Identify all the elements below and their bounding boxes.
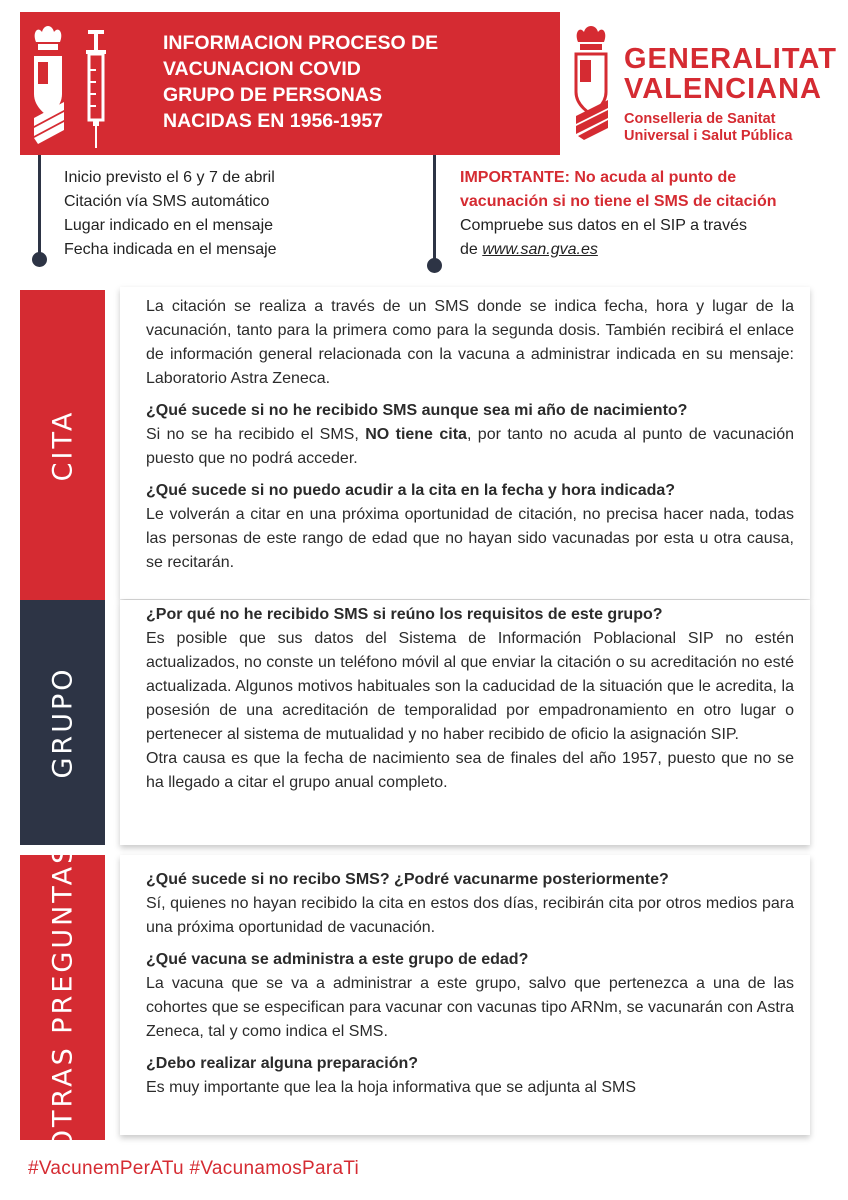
cita-band (20, 290, 105, 600)
info-line: Fecha indicada en el mensaje (64, 241, 277, 258)
otras-question-3: ¿Debo realizar alguna preparación? (146, 1055, 419, 1072)
notice-line: Compruebe sus datos en el SIP a través (460, 217, 747, 234)
hashtags: #VacunemPerATu #VacunamosParaTi (28, 1158, 360, 1179)
syringe-icon (84, 30, 108, 148)
gv-emblem-icon (570, 22, 612, 142)
important-line: IMPORTANTE: No acuda al punto de (460, 169, 737, 186)
important-line: vacunación si no tiene el SMS de citación (460, 193, 777, 210)
sip-link[interactable]: www.san.gva.es (482, 241, 598, 258)
cita-answer-1 (146, 423, 794, 471)
answer-text: , por tanto no acuda al punto de vacunación puesto que no podrá acceder. (146, 426, 795, 467)
cita-label: CITA (47, 409, 78, 481)
dept-line: Universal i Salut Pública (624, 128, 793, 144)
title-line: GRUPO DE PERSONAS (163, 84, 382, 106)
cita-question-2: ¿Qué sucede si no puedo acudir a la cita en la fecha y hora indicada? (146, 482, 676, 499)
info-line: Inicio previsto el 6 y 7 de abril (64, 169, 275, 186)
info-line: Citación vía SMS automático (64, 193, 270, 210)
notice-prefix: de (460, 241, 483, 258)
cita-intro: La citación se realiza a través de un SMS donde se indica fecha, hora y lugar de la vacunación, tanto para la primera como para la segunda dosis. También recibirá el enlace de información general relacionada con la vacuna a administrar indicada en su mensaje: Laboratorio Astra Zeneca. (146, 298, 794, 387)
timeline-line-right (433, 155, 436, 261)
department-name (624, 111, 792, 145)
grupo-answer-1: Es posible que sus datos del Sistema de Información Poblacional SIP no estén actualizados, no conste un teléfono móvil al que enviar la citación o su acreditación no esté actualizada. Algunos motivos habituales son la caducidad de la situación que le acredita, la posesión de una acreditación de temporalidad por empadronamiento en otro lugar o pertenecer al sistema de mutualidad y no haber recibido de oficio la asignación SIP. (146, 630, 794, 743)
page-title (163, 30, 543, 134)
cita-question-1: ¿Qué sucede si no he recibido SMS aunque sea mi año de nacimiento? (146, 402, 688, 419)
answer-text: Si no se ha recibido el SMS, (146, 426, 366, 443)
grupo-label: GRUPO (47, 666, 79, 779)
info-summary (64, 166, 277, 262)
title-line: NACIDAS EN 1956-1957 (163, 110, 384, 132)
brand-name (624, 44, 837, 104)
otras-question-1: ¿Qué sucede si no recibo SMS? ¿Podré vacunarme posteriormente? (146, 871, 669, 888)
otras-label: OTRAS PREGUNTAS (47, 843, 78, 1152)
grupo-question-1: ¿Por qué no he recibido SMS si reúno los requisitos de este grupo? (146, 606, 663, 623)
brand-line: GENERALITAT (624, 43, 837, 75)
timeline-dot-left (32, 252, 47, 267)
otras-question-2: ¿Qué vacuna se administra a este grupo de edad? (146, 951, 529, 968)
answer-bold: NO tiene cita (365, 426, 467, 443)
grupo-content (146, 603, 794, 795)
notice-line (460, 238, 820, 262)
info-line: Lugar indicado en el mensaje (64, 217, 274, 234)
timeline-line-left (38, 155, 41, 255)
generalitat-emblem-icon (28, 22, 68, 147)
timeline-dot-right (427, 258, 442, 273)
brand-line: VALENCIANA (624, 73, 822, 105)
important-notice (460, 166, 820, 262)
otras-answer-3: Es muy importante que lea la hoja informativa que se adjunta al SMS (146, 1079, 637, 1096)
grupo-band (20, 600, 105, 845)
otras-answer-2: La vacuna que se va a administrar a este grupo, salvo que pertenezca a una de las cohortes que se especifican para vacunar con vacunas tipo ARNm, se vacunarán con Astra Zeneca, tal y como indica el SMS. (146, 975, 794, 1040)
title-line: INFORMACION PROCESO DE (163, 32, 439, 54)
dept-line: Conselleria de Sanitat (624, 111, 776, 127)
cita-answer-2: Le volverán a citar en una próxima oportunidad de citación, no precisa hacer nada, todas las personas de este rango de edad que no hayan sido vacunadas por esta u otra causa, se recitarán. (146, 506, 794, 571)
otras-band (20, 843, 105, 1152)
title-line: VACUNACION COVID (163, 58, 361, 80)
otras-answer-1: Sí, quienes no hayan recibido la cita en estos dos días, recibirán cita por otros medios para una próxima oportunidad de vacunación. (146, 895, 794, 936)
cita-content (146, 295, 794, 575)
grupo-answer-2: Otra causa es que la fecha de nacimiento sea de finales del año 1957, puesto que no se ha llegado a citar el grupo anual completo. (146, 750, 794, 791)
otras-content (146, 868, 794, 1100)
